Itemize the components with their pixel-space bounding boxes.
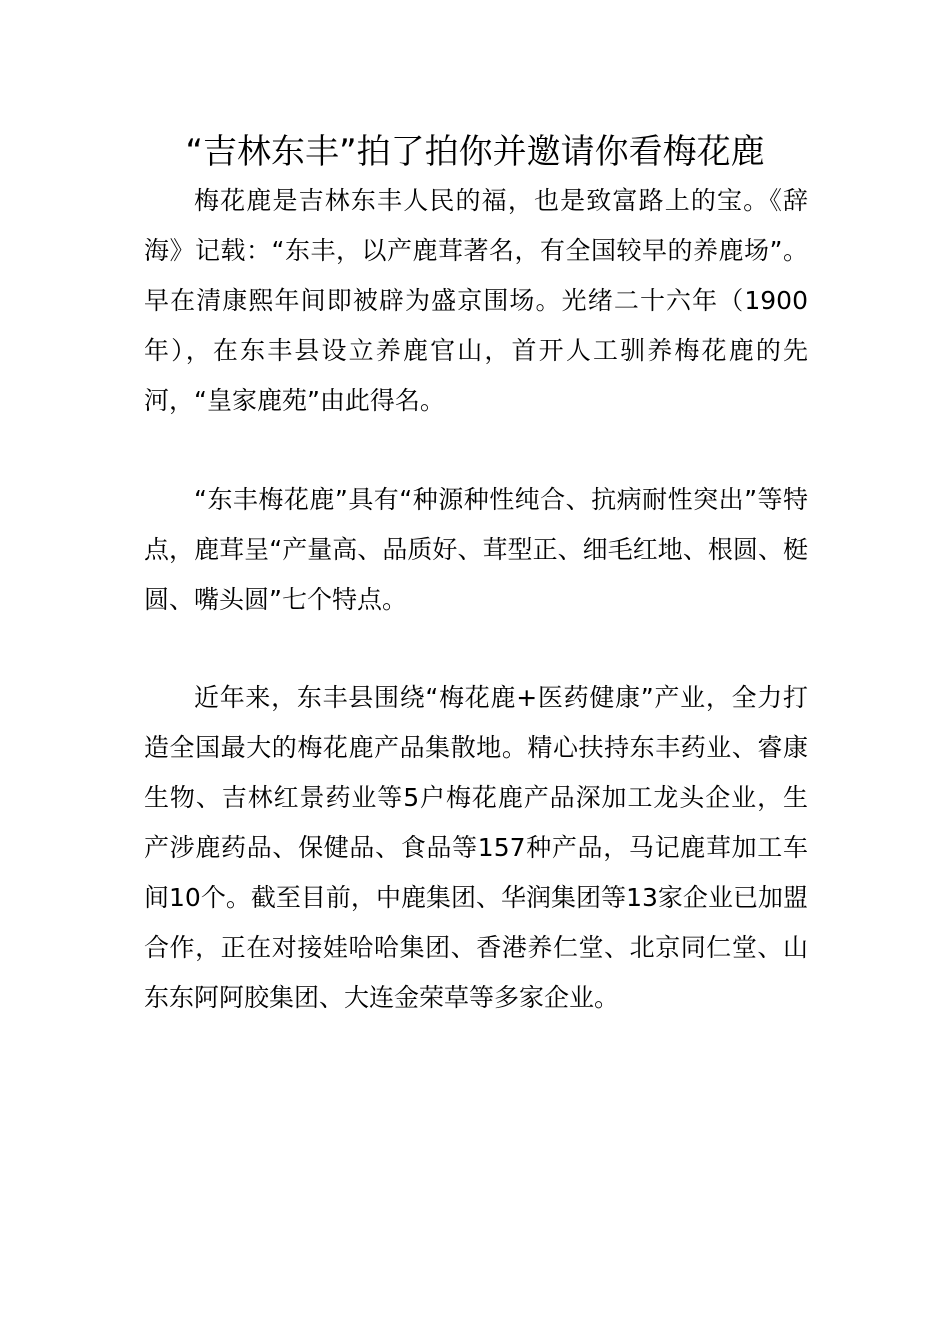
paragraph-history: 梅花鹿是吉林东丰人民的福，也是致富路上的宝。《辞海》记载：“东丰，以产鹿茸著名，有全国较早的养鹿场”。早在清康熙年间即被辟为盛京围场。光绪二十六年（1900年），在东丰县设立养鹿官山，首开人工驯养梅花鹿的先河，“皇家鹿苑”由此得名。: [144, 186, 808, 415]
document-title: “吉林东丰”拍了拍你并邀请你看梅花鹿: [185, 132, 765, 172]
paragraph-features: “东丰梅花鹿”具有“种源种性纯合、抗病耐性突出”等特点，鹿茸呈“产量高、品质好、茸型正、细毛红地、根圆、梃圆、嘴头圆”七个特点。: [144, 485, 808, 614]
paragraph-industry: 近年来，东丰县围绕“梅花鹿+医药健康”产业，全力打造全国最大的梅花鹿产品集散地。精心扶持东丰药业、睿康生物、吉林红景药业等5户梅花鹿产品深加工龙头企业，生产涉鹿药品、保健品、食品等157种产品，马记鹿茸加工车间10个。截至目前，中鹿集团、华润集团等13家企业已加盟合作，正在对接娃哈哈集团、香港养仁堂、北京同仁堂、山东东阿阿胶集团、大连金荣草等多家企业。: [144, 683, 808, 1012]
